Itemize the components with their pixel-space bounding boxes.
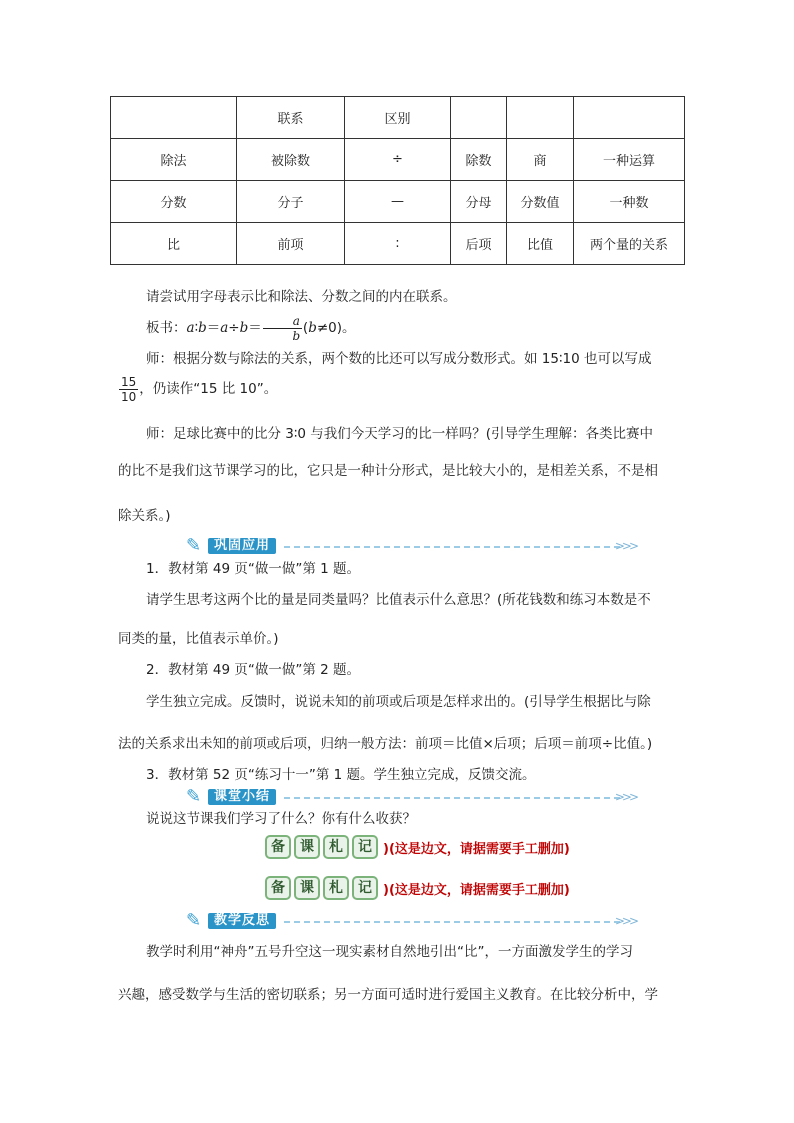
note-tile: 课 <box>294 835 320 859</box>
text-span: ，仍读作“15 比 10”。 <box>139 381 278 397</box>
paragraph: 说说这节课我们学习了什么？你有什么收获？ <box>146 811 416 827</box>
formula-part: ＝ <box>248 320 262 336</box>
paragraph: 师：足球比赛中的比分 3∶0 与我们今天学习的比一样吗？(引导学生理解：各类比赛中 <box>146 426 654 442</box>
fraction-numerator: 15 <box>121 374 137 389</box>
fraction-denominator: 10 <box>121 389 137 404</box>
section-header-apply <box>186 536 636 556</box>
table-cell: 商 <box>507 139 574 181</box>
note-tile: 记 <box>352 876 378 900</box>
table-cell: 比值 <box>507 223 574 265</box>
dashed-divider <box>284 921 620 923</box>
table-cell: 除法 <box>111 139 237 181</box>
formula-part: b <box>239 320 249 336</box>
paragraph: 请尝试用字母表示比和除法、分数之间的内在联系。 <box>146 289 457 305</box>
table-row <box>111 139 685 181</box>
table-cell: 前项 <box>237 223 345 265</box>
paragraph: 教学时利用“神舟”五号升空这一现实素材自然地引出“比”，一方面激发学生的学习 <box>146 944 633 960</box>
dashed-divider <box>284 797 620 799</box>
section-title: 课堂小结 <box>208 789 276 805</box>
comparison-table <box>110 96 685 265</box>
list-item: 2．教材第 49 页“做一做”第 2 题。 <box>146 662 361 678</box>
formula-part: ( <box>302 320 309 336</box>
fraction-numerator: a <box>263 314 302 329</box>
paragraph: 请学生思考这两个比的量是同类量吗？比值表示什么意思？(所花钱数和练习本数是不 <box>146 592 651 608</box>
lesson-note <box>265 835 570 859</box>
formula-part: ＝ <box>206 320 221 336</box>
table-cell <box>574 97 685 139</box>
note-text: )(这是边文，请据需要手工删加) <box>383 882 570 898</box>
table-cell: 一种数 <box>574 181 685 223</box>
table-cell: 分母 <box>451 181 507 223</box>
paragraph-line: 同类的量，比值表示单价。) <box>118 631 279 647</box>
fraction <box>119 375 138 404</box>
formula-part: ∶ <box>194 320 199 336</box>
section-title: 巩固应用 <box>208 538 276 554</box>
table-cell: 除数 <box>451 139 507 181</box>
table-cell: 区别 <box>345 97 451 139</box>
formula-part: b <box>308 320 317 336</box>
paragraph-line: 法的关系求出未知的前项或后项，归纳一般方法：前项＝比值×后项；后项＝前项÷比值。) <box>118 736 653 752</box>
paragraph-line: 的比不是我们这节课学习的比，它只是一种计分形式，是比较大小的，是相差关系，不是相 <box>118 463 658 479</box>
book-icon: ✎ <box>186 535 202 556</box>
paragraph: 师：根据分数与除法的关系，两个数的比还可以写成分数形式。如 15∶10 也可以写成 <box>146 351 652 367</box>
formula-part: ≠0)。 <box>316 320 356 336</box>
section-title: 教学反思 <box>208 913 276 929</box>
table-cell: 比 <box>111 223 237 265</box>
table-cell: 分数 <box>111 181 237 223</box>
section-header-reflect <box>186 911 636 931</box>
board-formula <box>118 313 678 343</box>
dashed-divider <box>284 546 620 548</box>
arrow-icon: >>> <box>614 539 636 553</box>
note-tile: 札 <box>323 835 349 859</box>
table-cell: 一种运算 <box>574 139 685 181</box>
table-cell <box>451 97 507 139</box>
table-cell: 联系 <box>237 97 345 139</box>
fraction <box>263 314 302 343</box>
note-tile: 备 <box>265 835 291 859</box>
board-label: 板书： <box>146 320 187 336</box>
fraction-denominator: b <box>292 328 301 343</box>
table-cell: — <box>345 181 451 223</box>
lesson-note <box>265 876 570 900</box>
note-tile: 备 <box>265 876 291 900</box>
formula-part: a <box>186 320 195 336</box>
table-cell: 两个量的关系 <box>574 223 685 265</box>
table-cell: 分数值 <box>507 181 574 223</box>
table-cell <box>111 97 237 139</box>
paragraph-line <box>118 372 678 406</box>
arrow-icon: >>> <box>614 914 636 928</box>
note-tile: 记 <box>352 835 378 859</box>
book-icon: ✎ <box>186 786 202 807</box>
note-text: )(这是边文，请据需要手工删加) <box>383 841 570 857</box>
table-cell: 后项 <box>451 223 507 265</box>
book-icon: ✎ <box>186 910 202 931</box>
table-cell: 分子 <box>237 181 345 223</box>
arrow-icon: >>> <box>614 790 636 804</box>
table-cell: 被除数 <box>237 139 345 181</box>
note-tile: 课 <box>294 876 320 900</box>
formula-part: ÷ <box>228 320 240 336</box>
table-cell <box>507 97 574 139</box>
paragraph: 学生独立完成。反馈时，说说未知的前项或后项是怎样求出的。(引导学生根据比与除 <box>146 694 651 710</box>
paragraph-line: 除关系。) <box>118 508 171 524</box>
paragraph-line: 兴趣，感受数学与生活的密切联系；另一方面可适时进行爱国主义教育。在比较分析中，学 <box>118 987 658 1003</box>
table-row <box>111 223 685 265</box>
note-tile: 札 <box>323 876 349 900</box>
table-cell: : <box>345 223 451 265</box>
table-cell: ÷ <box>345 139 451 181</box>
formula-part: a <box>220 320 229 336</box>
table-row <box>111 181 685 223</box>
table-header-row <box>111 97 685 139</box>
list-item: 3．教材第 52 页“练习十一”第 1 题。学生独立完成，反馈交流。 <box>146 767 536 783</box>
list-item: 1．教材第 49 页“做一做”第 1 题。 <box>146 561 361 577</box>
formula-part: b <box>198 320 207 336</box>
section-header-summary <box>186 787 636 807</box>
